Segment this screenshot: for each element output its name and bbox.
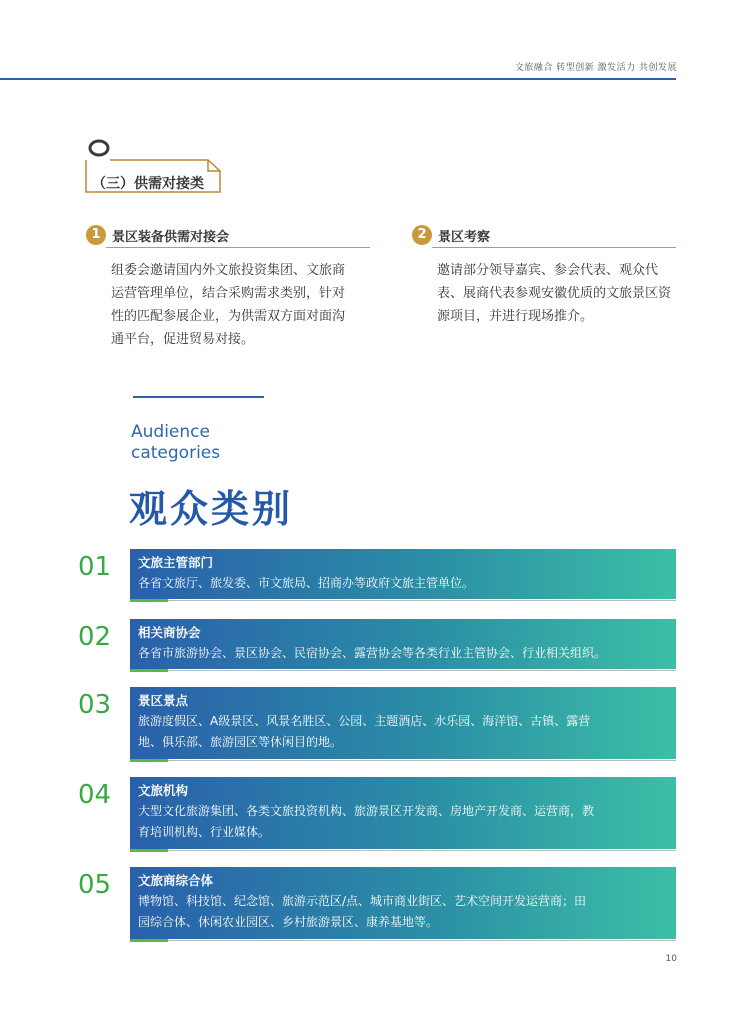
number-badge: 1 [86,225,106,245]
category-card-3 [130,687,676,759]
item-1-body [111,259,345,351]
category-title: 文旅机构 [138,783,189,798]
category-description: 育培训机构、行业媒体。 [138,825,271,839]
category-divider [168,940,676,941]
category-divider [168,670,676,671]
category-number: 03 [78,690,112,720]
category-number: 01 [78,552,112,582]
category-card-1 [130,549,676,599]
category-accent [130,759,168,762]
category-number: 05 [78,870,112,900]
category-accent [130,849,168,852]
category-description: 地、俱乐部、旅游园区等休闲目的地。 [138,735,343,749]
item-2-line: 源项目，并进行现场推介。 [437,309,594,324]
item-1-title: 景区装备供需对接会 [112,230,230,245]
item-2-body [437,259,671,328]
category-description: 博物馆、科技馆、纪念馆、旅游示范区/点、城市商业街区、艺术空间开发运营商；田 [138,894,587,908]
item-1-header [86,225,370,249]
audience-english-line: Audience [131,422,210,442]
category-accent [130,939,168,942]
item-1-line: 组委会邀请国内外文旅投资集团、文旅商 [111,263,346,278]
section-title: （三）供需对接类 [92,176,204,192]
category-card-2 [130,619,676,669]
item-2-header [412,225,676,249]
audience-rule [133,396,264,398]
audience-english-title [131,422,220,464]
item-2-line: 表、展商代表参观安徽优质的文旅景区资 [437,286,672,301]
category-title: 景区景点 [138,693,189,708]
item-1-line: 通平台，促进贸易对接。 [111,332,255,347]
category-description: 园综合体、休闲农业园区、乡村旅游景区、康养基地等。 [138,915,439,929]
audience-title: 观众类别 [129,487,294,531]
number-badge: 2 [412,225,432,245]
category-title: 文旅商综合体 [138,873,214,888]
category-description: 旅游度假区、A级景区、风景名胜区、公园、主题酒店、水乐园、海洋馆、古镇、露营 [138,714,591,728]
category-divider [168,850,676,851]
header-slogan: 文旅融合 转型创新 激发活力 共创发展 [514,63,677,73]
item-2-rule [432,247,676,248]
item-1-rule [106,247,370,248]
audience-english-line: categories [131,443,221,463]
category-description: 各省市旅游协会、景区协会、民宿协会、露营协会等各类行业主管协会、行业相关组织。 [138,646,607,660]
category-divider [168,760,676,761]
category-number: 04 [78,780,112,810]
category-divider [168,600,676,601]
item-2-title: 景区考察 [438,230,491,245]
item-1-line: 运营管理单位，结合采购需求类别，针对 [111,286,346,301]
category-title: 文旅主管部门 [138,555,214,570]
page-number: 10 [665,954,677,964]
category-card-5 [130,867,676,939]
category-description: 大型文化旅游集团、各类文旅投资机构、旅游景区开发商、房地产开发商、运营商，教 [138,804,595,818]
category-card-4 [130,777,676,849]
category-accent [130,669,168,672]
category-title: 相关商协会 [138,625,201,640]
category-description: 各省文旅厅、旅发委、市文旅局、招商办等政府文旅主管单位。 [138,576,475,590]
item-2-line: 邀请部分领导嘉宾、参会代表、观众代 [437,263,659,278]
category-number: 02 [78,622,112,652]
item-1-line: 性的匹配参展企业，为供需双方面对面沟 [111,309,346,324]
header-rule [0,78,676,80]
category-accent [130,599,168,602]
